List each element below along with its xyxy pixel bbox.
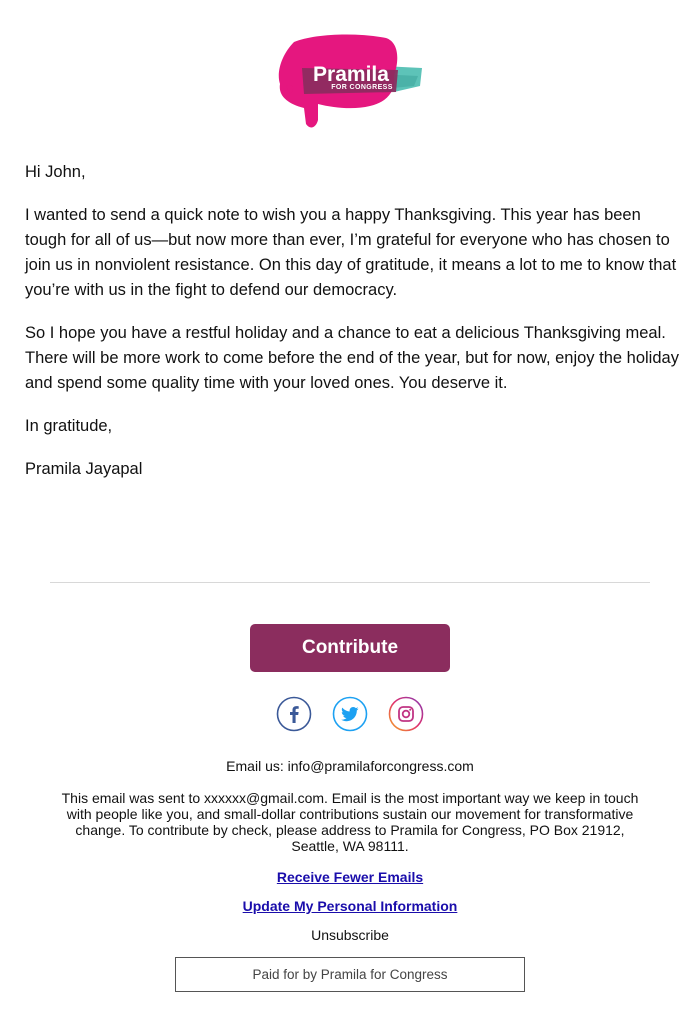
- email-us: Email us: info@pramilaforcongress.com: [226, 758, 474, 774]
- twitter-icon[interactable]: [332, 696, 368, 732]
- paid-for-notice: Paid for by Pramila for Congress: [175, 957, 525, 992]
- signature: Pramila Jayapal: [25, 460, 143, 478]
- unsubscribe-link[interactable]: Unsubscribe: [311, 927, 389, 943]
- instagram-icon[interactable]: [388, 696, 424, 732]
- contribute-button[interactable]: Contribute: [250, 624, 450, 672]
- campaign-logo: [274, 28, 424, 132]
- email-body: [25, 160, 680, 500]
- footer-divider: [50, 582, 650, 583]
- update-personal-info-link[interactable]: Update My Personal Information: [242, 898, 458, 914]
- paragraph-1: I wanted to send a quick note to wish you a happy Thanksgiving. This year has been tough for all of us—but now more than ever, I’m grateful for everyone who has chosen to join us in nonviolent resistance. On this day of gratitude, it means a lot to me to know that you’re with us in the fight to defend our democracy.: [25, 206, 677, 299]
- receive-fewer-emails-link[interactable]: Receive Fewer Emails: [276, 869, 424, 885]
- logo-name: Pramila: [313, 63, 389, 86]
- footer-disclaimer: This email was sent to xxxxxx@gmail.com. Email is the most important way we keep in touch with people like you, and small-dollar contributions sustain our movement for transformative change. To contribute by check, please address to Pramila for Congress, PO Box 21912, Seattle, WA 98111.: [61, 790, 639, 854]
- facebook-icon[interactable]: [276, 696, 312, 732]
- paragraph-2: So I hope you have a restful holiday and a chance to eat a delicious Thanksgiving meal. There will be more work to come before the end of the year, but for now, enjoy the holiday and spend some quality time with your loved ones. You deserve it.: [25, 324, 679, 392]
- greeting: Hi John,: [25, 163, 86, 181]
- logo-subtitle: FOR CONGRESS: [331, 84, 393, 91]
- closing: In gratitude,: [25, 417, 113, 435]
